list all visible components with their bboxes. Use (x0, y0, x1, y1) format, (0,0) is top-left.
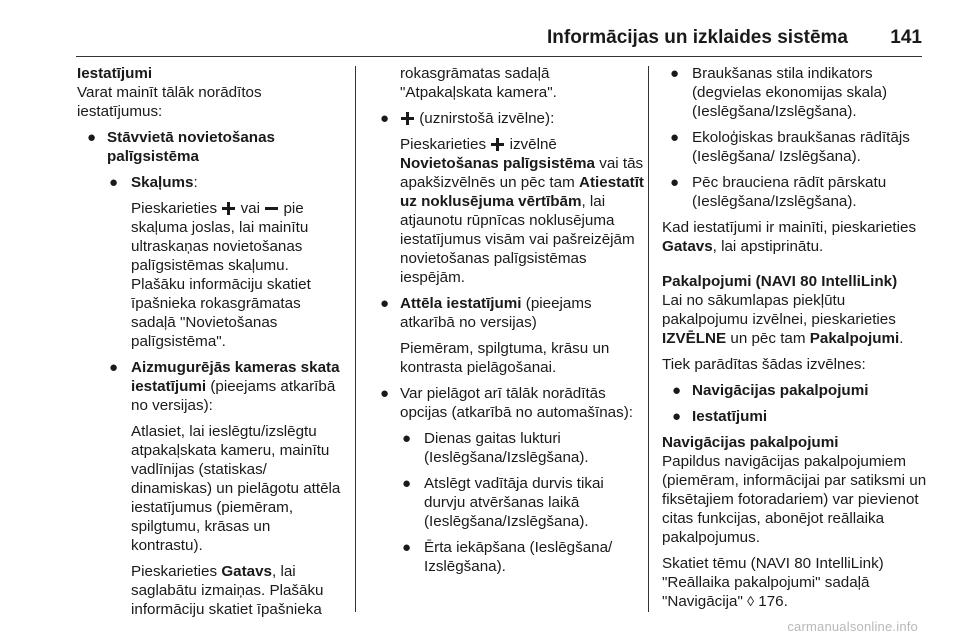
text-run: Skatiet tēmu (NAVI 80 IntelliLink) "Reāllaika pakalpojumi" sadaļā "Navigācija" (662, 555, 884, 610)
list-item-paren: (pieejams atkarībā no versijas) (400, 295, 592, 331)
list-item-volume (77, 173, 345, 192)
list-item-settings (662, 407, 930, 426)
column-2 (370, 64, 645, 583)
navigation-services-text: Papildus navigācijas pakalpojumiem (piemēram, informācijai par satiksmi un fiksētajiem fotoradariem) var pievienot citas funkcijas, abonējot reāllaika pakalpojumus. (662, 453, 927, 546)
text-run-bold: Gatavs (662, 238, 713, 255)
text-run: vai (240, 200, 260, 217)
bullet-icon: ● (670, 174, 680, 191)
bullet-icon: ● (380, 295, 390, 312)
list-item-navigation-services (662, 381, 930, 400)
list-item-label: Dienas gaitas lukturi (Ieslēgšana/Izslēgšana). (424, 430, 589, 466)
menus-intro: Tiek parādītas šādas izvēlnes: (662, 356, 866, 373)
popup-menu-description (370, 135, 645, 287)
text-run: izvēlnē (509, 136, 557, 153)
plus-icon (491, 138, 504, 151)
plus-icon (222, 202, 235, 215)
plus-icon (401, 112, 414, 125)
column-3 (662, 64, 930, 618)
text-run: , lai apstiprinātu. (712, 238, 824, 255)
bullet-icon: ● (87, 129, 97, 146)
text-run: pie skaļuma joslas, lai mainītu ultraskaņas novietošanas palīgsistēmas skaļumu. Plašāku informāciju skatiet īpašnieka rokasgrāmatas sadaļā "Novietošanas palīgsistēma". (131, 200, 311, 350)
text-run: Kad iestatījumi ir mainīti, pieskarieties (662, 219, 917, 236)
list-item-label: Atslēgt vadītāja durvis tikai durvju atvēršanas laikā (Ieslēgšana/Izslēgšana). (424, 475, 604, 530)
text-run-bold: Gatavs (221, 563, 273, 580)
header-title: Informācijas un izklaides sistēma (547, 27, 848, 48)
section-heading-navigation-services: Navigācijas pakalpojumi (662, 434, 839, 451)
text-run: Lai no sākumlapas piekļūtu pakalpojumu izvēlnei, pieskarieties (662, 292, 896, 328)
rear-camera-save-note (77, 562, 345, 619)
volume-description (77, 199, 345, 351)
list-item-label: Aizmugurējās kameras skata iestatījumi (131, 359, 340, 395)
text-run: Pieskarieties (131, 563, 218, 580)
bullet-icon: ● (672, 382, 682, 399)
text-run: Pieskarieties (400, 136, 487, 153)
list-item-rear-camera-settings (77, 358, 345, 415)
list-item-label: Attēla iestatījumi (400, 295, 522, 312)
text-run: Pieskarieties (131, 200, 218, 217)
header-rule (76, 56, 922, 57)
list-item-parking-assist (77, 128, 345, 166)
list-item-daytime-lights (370, 429, 645, 467)
list-item-popup-menu (370, 109, 645, 128)
bullet-icon: ● (380, 385, 390, 402)
bullet-icon: ● (402, 539, 412, 556)
text-run-bold: Novietošanas palīgsistēma (400, 155, 595, 172)
list-item-easy-entry (370, 538, 645, 576)
list-item-image-settings (370, 294, 645, 332)
text-run-bold: Pakalpojumi (809, 330, 900, 347)
list-item-label: Pēc brauciena rādīt pārskatu (Ieslēgšana/Izslēgšana). (692, 174, 887, 210)
bullet-icon: ● (109, 359, 119, 376)
list-item-label: Iestatījumi (692, 408, 768, 425)
text-run-bold: Atiestatīt uz noklusējuma vērtībām (400, 174, 644, 210)
bullet-icon: ● (670, 129, 680, 146)
list-item-label: Skaļums (131, 174, 194, 191)
page-number: 141 (890, 27, 922, 48)
list-item-driver-door-unlock (370, 474, 645, 531)
settings-confirm-note (662, 218, 930, 256)
list-item-paren: (pieejams atkarībā no versijas): (131, 378, 336, 414)
bullet-icon: ● (672, 408, 682, 425)
bullet-icon: ● (109, 174, 119, 191)
text-run: vai tās apakšizvēlnēs un pēc tam (400, 155, 644, 191)
colon: : (193, 174, 198, 191)
list-item-paren: (uznirstošā izvēlne): (419, 110, 555, 127)
section-heading-services: Pakalpojumi (NAVI 80 IntelliLink) (662, 273, 898, 290)
bullet-icon: ● (670, 65, 680, 82)
watermark: carmanualsonline.info (787, 619, 918, 634)
text-run: , lai atjaunotu rūpnīcas noklusējuma iestatījumus visām vai pašreizējām novietošanas palīgsistēmas iespējām. (400, 193, 635, 286)
list-item-vehicle-options (370, 384, 645, 422)
section-heading-settings: Iestatījumi (77, 65, 153, 82)
text-run: un pēc tam (730, 330, 806, 347)
services-access-text (662, 291, 930, 348)
page-reference-icon: ◊ (747, 593, 755, 609)
text-run: . (899, 330, 904, 347)
text-run-bold: IZVĒLNE (662, 330, 727, 347)
column-divider-1 (355, 66, 356, 612)
list-item-label: Var pielāgot arī tālāk norādītās opcijas (atkarībā no automašīnas): (400, 385, 633, 421)
text-run: , lai saglabātu izmaiņas. Plašāku informāciju skatiet īpašnieka (131, 563, 324, 618)
list-item-label: Braukšanas stila indikators (degvielas ekonomijas skala) (Ieslēgšana/Izslēgšana). (692, 65, 887, 120)
bullet-icon: ● (380, 110, 390, 127)
settings-intro: Varat mainīt tālāk norādītos iestatījumus: (77, 84, 262, 120)
list-item-label: Ekoloģiskas braukšanas rādītājs (Ieslēgšana/ Izslēgšana). (692, 129, 910, 165)
rear-camera-continuation: rokasgrāmatas sadaļā "Atpakaļskata kamera". (400, 65, 557, 101)
bullet-icon: ● (402, 475, 412, 492)
list-item-label: Ērta iekāpšana (Ieslēgšana/ Izslēgšana). (424, 539, 613, 575)
page-header (0, 0, 960, 56)
bullet-icon: ● (402, 430, 412, 447)
reference-text (662, 554, 930, 611)
list-item-driving-style (638, 64, 930, 121)
list-item-eco-driving (638, 128, 930, 166)
column-1 (77, 64, 345, 626)
list-item-label: Stāvvietā novietošanas palīgsistēma (107, 129, 275, 165)
image-settings-description: Piemēram, spilgtuma, krāsu un kontrasta pielāgošanai. (400, 340, 610, 376)
rear-camera-description: Atlasiet, lai ieslēgtu/izslēgtu atpakaļskata kameru, mainītu vadlīnijas (statiskas/ dinamiskas) un pielāgotu attēla iestatījumus (piemēram, spilgtumu, krāsas un kontrastu). (131, 423, 341, 554)
minus-icon (265, 202, 278, 215)
list-item-trip-summary (638, 173, 930, 211)
page-reference-number: 176. (758, 593, 788, 610)
list-item-label: Navigācijas pakalpojumi (692, 382, 869, 399)
